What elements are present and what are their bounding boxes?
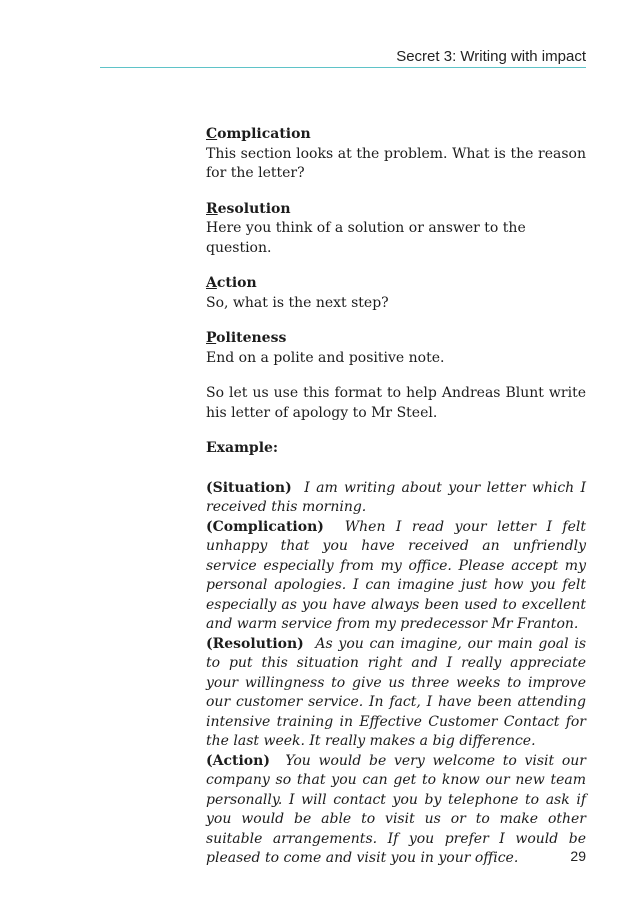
heading-rest: ction (216, 275, 257, 291)
heading-initial: C (206, 126, 218, 142)
section-politeness (206, 329, 586, 368)
section-resolution (206, 200, 586, 259)
section-complication (206, 125, 586, 184)
heading-rest: esolution (217, 200, 291, 217)
section-action (206, 274, 586, 313)
page-number: 29 (570, 848, 586, 864)
heading-initial: R (206, 200, 218, 217)
example-paragraph-resolution (206, 635, 586, 752)
example-text: When I read your letter I felt unhappy that you have received an unfriendly service especially from my office. Please accept my personal apologies. I can imagine just how you felt especially as you have always been used to excellent and warm service from my predecessor Mr Franton. (206, 518, 586, 632)
example-text: I am writing about your letter which I received this morning. (206, 479, 587, 515)
example-tag: (Situation) (206, 479, 292, 496)
section-heading (206, 125, 586, 145)
intro-paragraph: So let us use this format to help Andreas Blunt write his letter of apology to Mr Steel. (206, 385, 586, 421)
example-letter (206, 479, 586, 869)
page-body (206, 125, 586, 869)
section-heading (206, 200, 586, 220)
heading-rest: oliteness (216, 330, 287, 346)
heading-initial: P (206, 330, 217, 346)
section-text: So, what is the next step? (206, 294, 389, 311)
example-paragraph-complication (206, 518, 586, 635)
section-text: End on a polite and positive note. (206, 349, 445, 366)
section-text: Here you think of a solution or answer to the question. (206, 220, 526, 256)
example-tag: (Action) (206, 752, 270, 769)
section-heading (206, 329, 586, 349)
heading-rest: omplication (217, 126, 311, 142)
example-paragraph-situation (206, 479, 586, 518)
section-text: This section looks at the problem. What is the reason for the letter? (206, 145, 586, 181)
heading-initial: A (206, 275, 217, 291)
example-title: Example: (206, 440, 279, 456)
header-rule (100, 67, 586, 68)
section-heading (206, 274, 586, 294)
running-header: Secret 3: Writing with impact (396, 48, 586, 65)
example-tag: (Complication) (206, 518, 324, 535)
example-text: You would be very welcome to visit our company so that you can get to know our new team personally. I will contact you by telephone to ask if you would be able to visit us or to make other suitable arrangements. If you prefer I would be pleased to come and visit you in your office. (206, 752, 586, 866)
example-tag: (Resolution) (206, 635, 304, 652)
example-text: As you can imagine, our main goal is to put this situation right and I really appreciate your willingness to give us three weeks to improve our customer service. In fact, I have been attending intensive training in Effective Customer Contact for the last week. It really makes a big difference. (206, 635, 586, 749)
example-paragraph-action (206, 752, 586, 869)
